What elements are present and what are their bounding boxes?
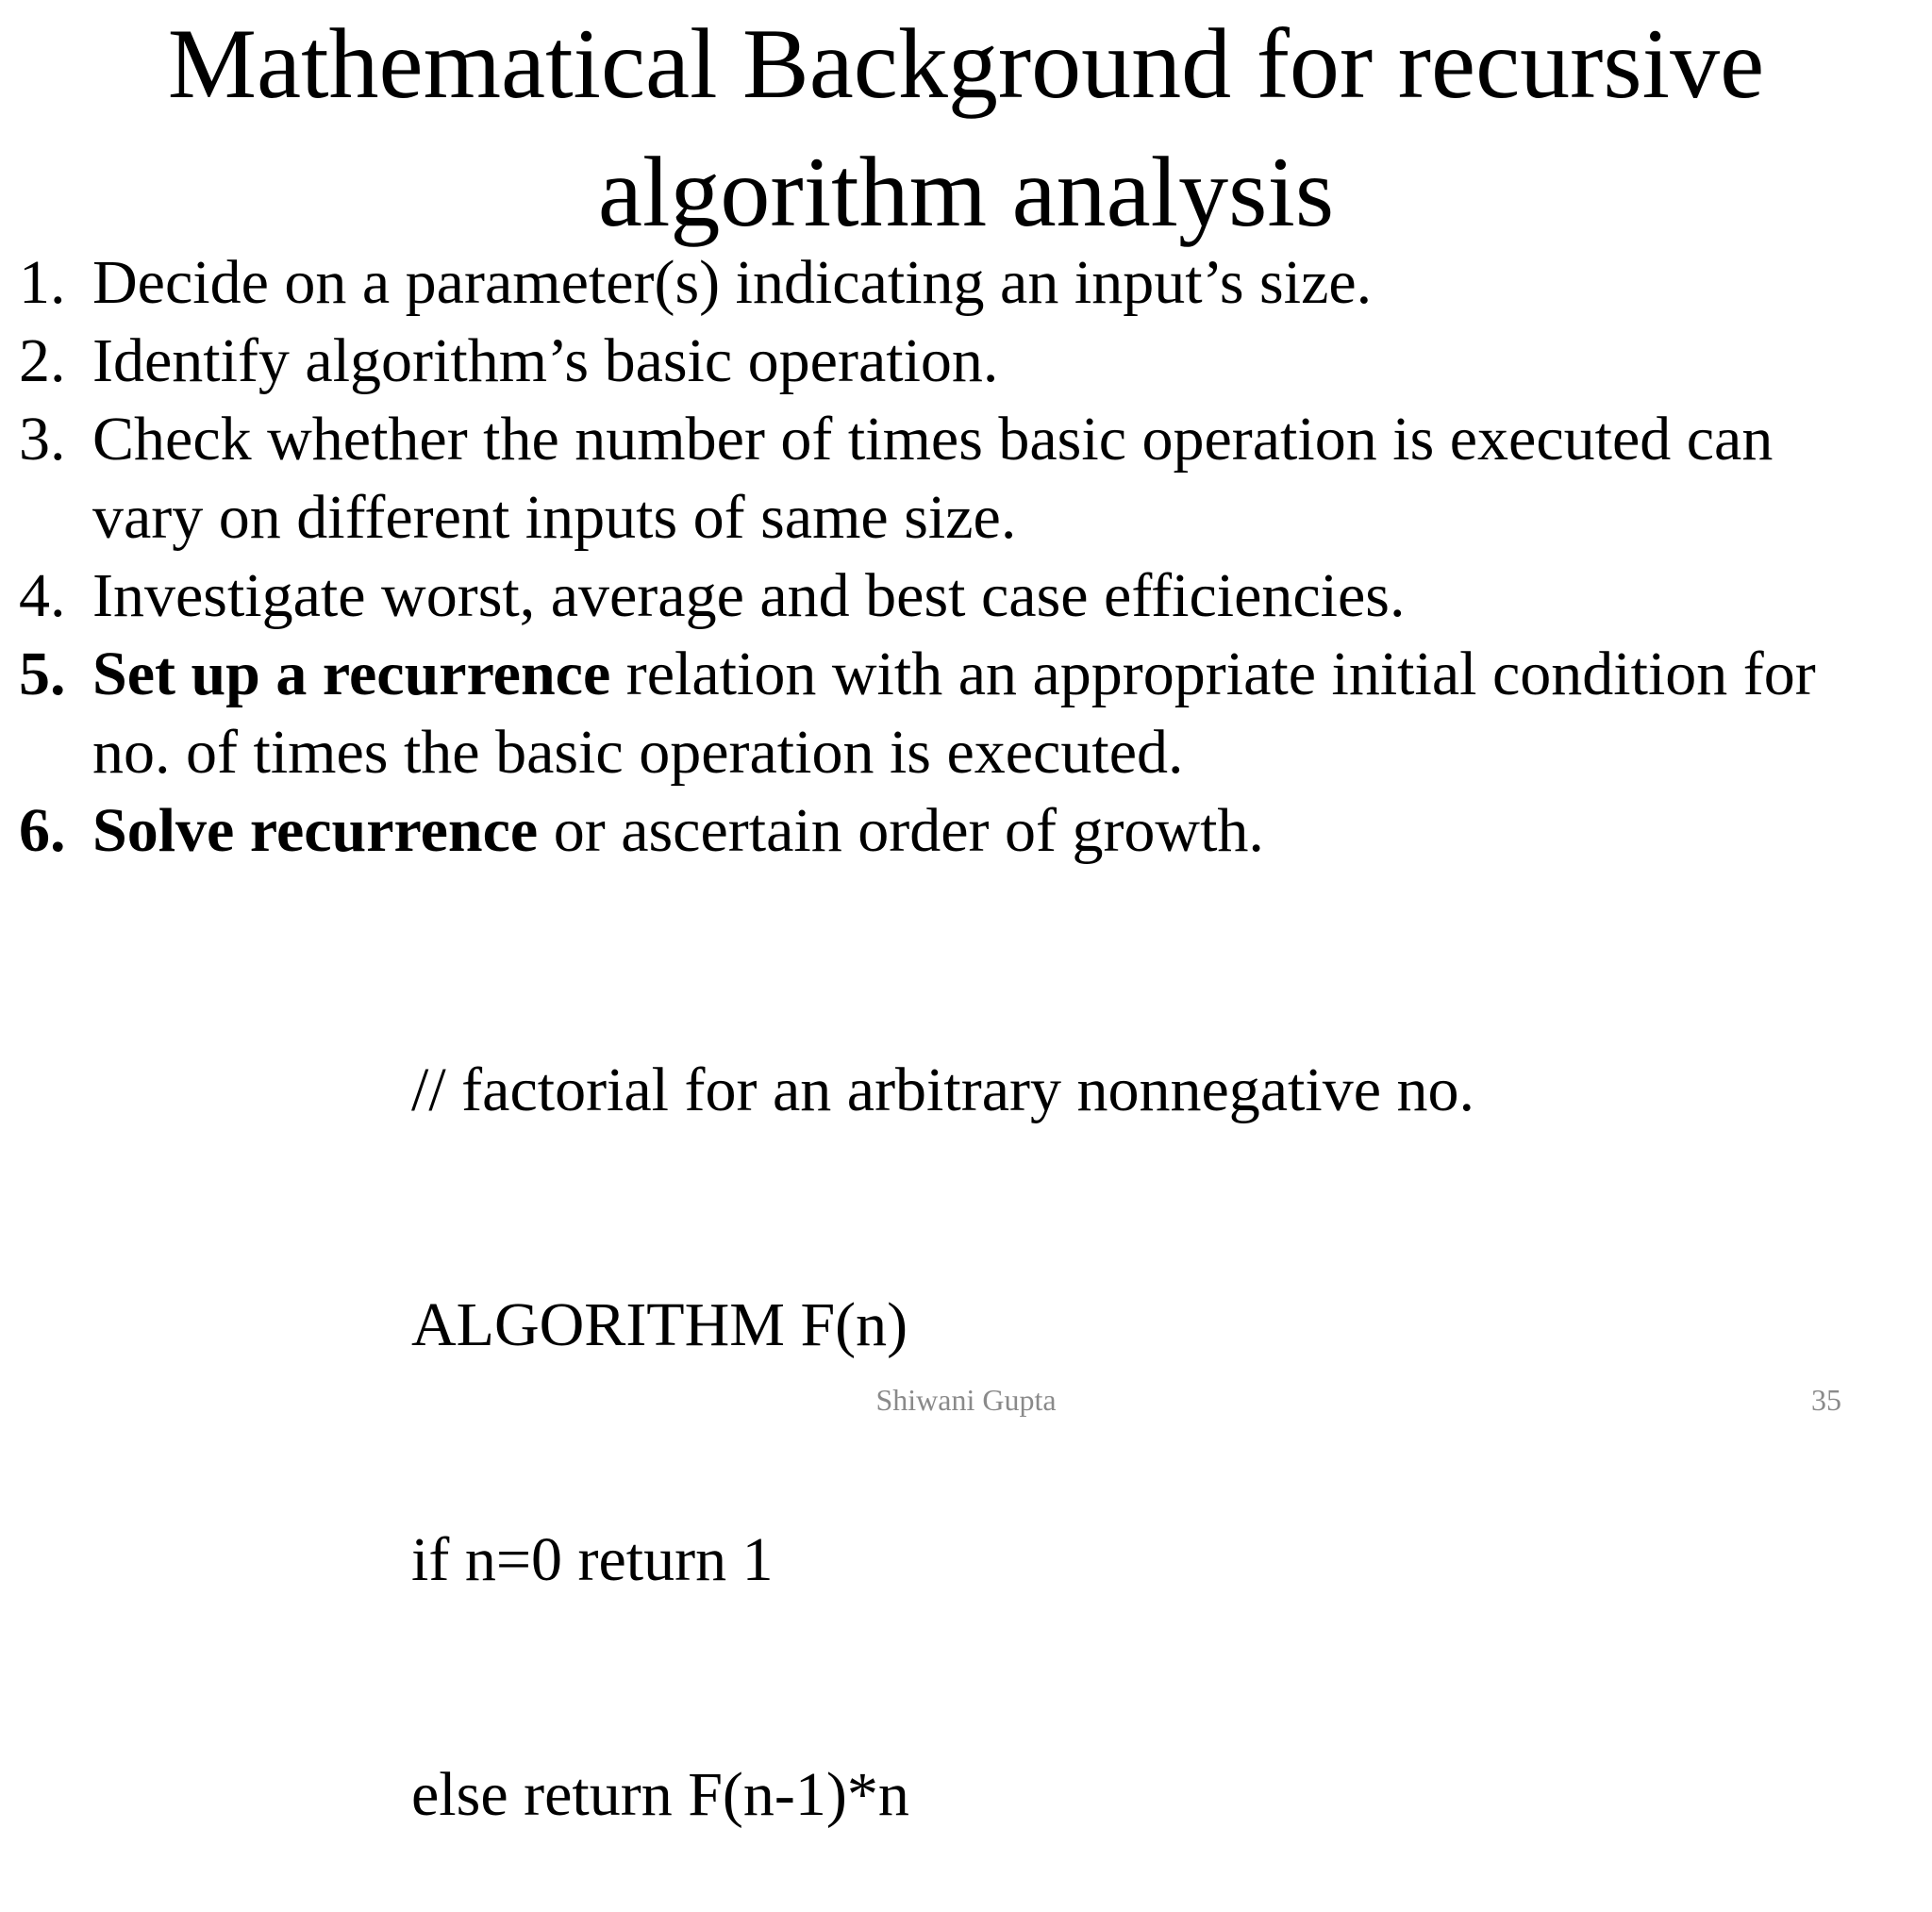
- step-text: Identify algorithm’s basic operation.: [92, 326, 999, 395]
- code-else-line: else return F(n-1)*n: [411, 1760, 909, 1829]
- step-text: relation with an appropriate initial condition for: [610, 640, 1816, 708]
- step-6: [19, 791, 1915, 870]
- step-text: Decide on a parameter(s) indicating an input’s size.: [92, 248, 1373, 317]
- title-line-2: algorithm analysis: [597, 137, 1335, 247]
- title-line-1: Mathematical Background for recursive: [167, 8, 1765, 119]
- step-number: 2.: [19, 326, 66, 395]
- step-number: 3.: [19, 405, 66, 474]
- step-list: [19, 243, 1915, 870]
- step-5: [19, 635, 1915, 791]
- code-if-line: if n=0 return 1: [411, 1525, 774, 1594]
- step-number: 4.: [19, 561, 66, 630]
- step-text-continued: vary on different inputs of same size.: [92, 483, 1017, 552]
- page-number: 35: [1811, 1383, 1841, 1417]
- step-text: Check whether the number of times basic operation is executed can: [92, 405, 1774, 474]
- slide-title: [0, 0, 1932, 257]
- step-3: [19, 400, 1915, 557]
- step-bold-text: Set up a recurrence: [92, 640, 611, 708]
- footer-author: Shiwani Gupta: [875, 1383, 1057, 1417]
- step-number: 1.: [19, 248, 66, 317]
- code-algorithm-line: ALGORITHM F(n): [411, 1290, 908, 1359]
- step-number: 6.: [19, 796, 66, 865]
- step-text: Investigate worst, average and best case efficiencies.: [92, 561, 1406, 630]
- step-1: [19, 243, 1915, 322]
- step-2: [19, 322, 1915, 400]
- step-4: [19, 557, 1915, 635]
- step-bold-text: Solve recurrence: [92, 796, 539, 865]
- step-text-continued: no. of times the basic operation is executed.: [92, 718, 1184, 787]
- step-number: 5.: [19, 640, 66, 708]
- code-comment-line: // factorial for an arbitrary nonnegative no.: [411, 1056, 1475, 1124]
- step-text: or ascertain order of growth.: [538, 796, 1264, 865]
